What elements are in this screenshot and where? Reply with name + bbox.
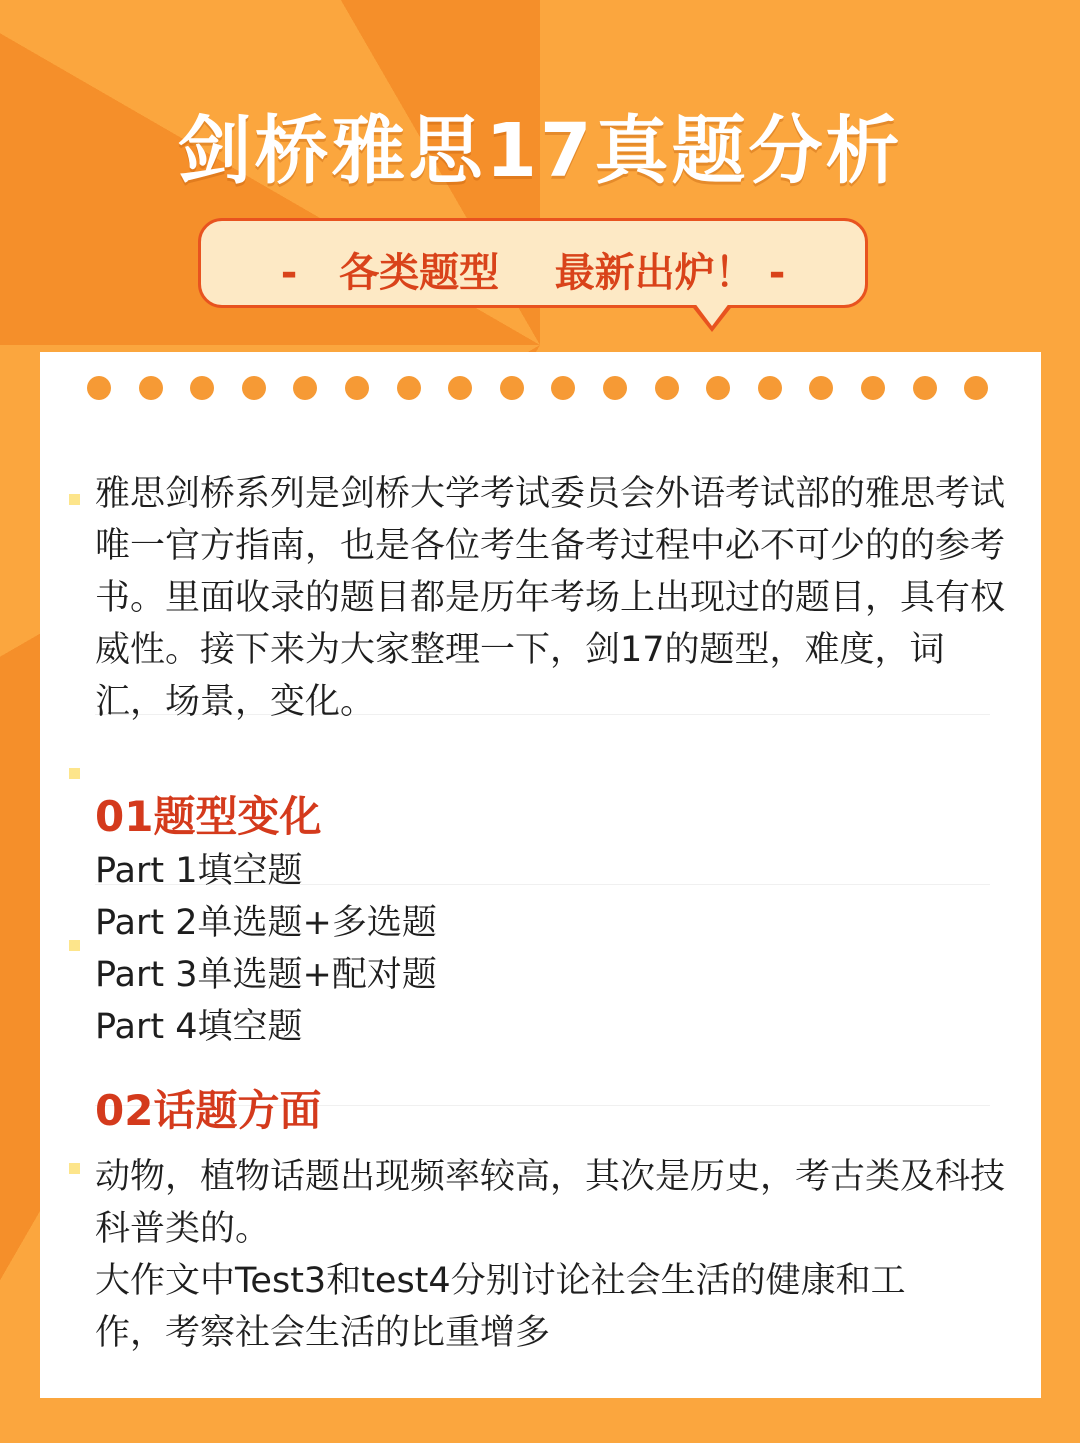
intro-paragraph: 雅思剑桥系列是剑桥大学考试委员会外语考试部的雅思考试唯一官方指南，也是各位考生备考过程中必不可少的的参考书。里面收录的题目都是历年考场上出现过的题目，具有权威性。接下来为大家整理一下，剑17的题型，难度，词汇，场景，变化。: [95, 474, 1006, 722]
dot: [242, 376, 266, 400]
part-item: Part 1填空题: [95, 851, 303, 891]
bullet-marker: [69, 768, 80, 779]
part-item: Part 3单选题+配对题: [95, 955, 437, 995]
dot: [448, 376, 472, 400]
dot: [139, 376, 163, 400]
speech-bubble-banner: [198, 218, 868, 308]
dot: [551, 376, 575, 400]
dot: [964, 376, 988, 400]
bullet-marker: [69, 940, 80, 951]
dot: [655, 376, 679, 400]
dot: [861, 376, 885, 400]
part-item: Part 2单选题+多选题: [95, 903, 437, 943]
topics-paragraph: 动物，植物话题出现频率较高，其次是历史，考古类及科技科普类的。: [95, 1157, 1006, 1249]
dot: [758, 376, 782, 400]
dot: [500, 376, 524, 400]
bullet-marker: [69, 1163, 80, 1174]
section-heading-question-types: 01题型变化: [95, 792, 322, 841]
part-item: Part 4填空题: [95, 1007, 303, 1047]
dot: [190, 376, 214, 400]
dot: [913, 376, 937, 400]
section-heading-topics: 02话题方面: [95, 1086, 322, 1135]
bullet-marker: [69, 494, 80, 505]
dot: [87, 376, 111, 400]
banner-text: - 各类题型 最新出炉！ -: [280, 250, 786, 296]
dot: [809, 376, 833, 400]
dot: [397, 376, 421, 400]
dot: [345, 376, 369, 400]
dot: [706, 376, 730, 400]
speech-bubble-tail-fill: [694, 302, 730, 326]
page-title: 剑桥雅思17真题分析: [177, 108, 903, 194]
notebook-dots: [87, 376, 997, 400]
dot: [603, 376, 627, 400]
dot: [293, 376, 317, 400]
writing-paragraph: 大作文中Test3和test4分别讨论社会生活的健康和工作，考察社会生活的比重增多: [95, 1261, 906, 1353]
